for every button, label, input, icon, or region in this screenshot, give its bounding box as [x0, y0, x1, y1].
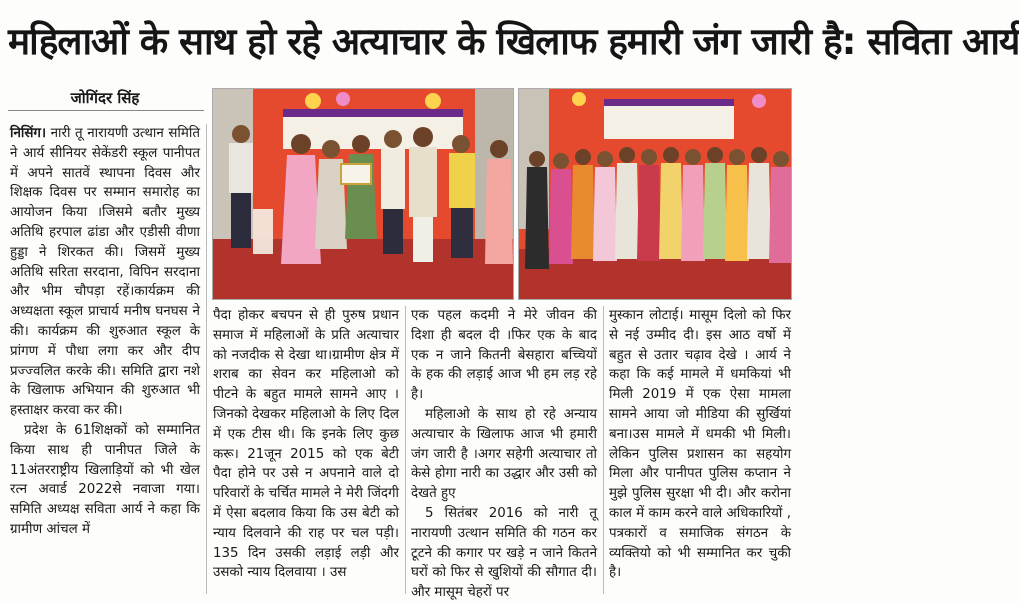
photo-group-image: [519, 89, 791, 299]
paragraph: मुस्कान लोटाई। मासूम दिलो को फिर से नई उम्मीद दी। इस आठ वर्षो में बहुत से उतार चढ़ाव देखे । आर्य ने कहा कि कई मामले में धमकियां भी मिली 2019 में एक ऐसा मामला सामने आया जो मीडिया की सुर्खियां बना।उस मामले में धमकी भी मिली। लेकिन पुलिस प्रशासन का सहयोग मिला और पानीपत पुलिस कप्तान ने मुझे पुलिस सुरक्षा भी दी। और करोना काल में काम करने वाले अधिकारियों , पत्रकारों व समाजिक संगठन के व्यक्तियो को भी सम्मानित कर चुकी है।: [609, 308, 791, 581]
photo-award-presentation: [212, 88, 514, 300]
column-divider: [206, 124, 207, 594]
byline: जोगिंदर सिंह: [70, 89, 140, 107]
article-column-3: [411, 306, 597, 601]
paragraph: प्रदेश के 61शिक्षकों को सम्मानित किया साथ ही पानीपत जिले के 11अंतरराष्ट्रीय खिलाड़ियों को भी खेल रत्न अवार्ड 2022से नवाजा गया। समिति अध्यक्ष सविता आर्य ने कहा कि ग्रामीण आंचल में: [10, 422, 200, 537]
column-divider: [603, 306, 604, 594]
paragraph: 5 सितंबर 2016 को नारी तू नारायणी उत्थान समिति की गठन कर टूटने की कगार पर खड़े न जाने कितने घरों को फिर से खुशियों की सौगात दी। और मासूम चेहरों पर: [411, 505, 597, 601]
article-column-2: [213, 306, 399, 596]
paragraph: एक पहल कदमी ने मेरे जीवन की दिशा ही बदल दी ।फिर एक के बाद एक न जाने कितनी बेसहारा बच्चियों के हक की लड़ाई आज भी हम लड़ रहे है।: [411, 308, 597, 403]
paragraph: पैदा होकर बचपन से ही पुरुष प्रधान समाज में महिलाओं के प्रति अत्याचार को नजदीक से देखा था।ग्रामीण क्षेत्र में शराब का सेवन कर महिलाओ को पीटने के बहुत मामले सामने आए ।जिनको देखकर महिलाओ के लिए दिल में एक टीस थी। कि इनके लिए कुछ करू। 21जून 2015 को एक बेटी पैदा होने पर उसे न अपनाने वाले दो परिवारों के चर्चित मामले ने मेरी जिंदगी में ऐसा बदलाव किया कि उस बेटी को न्याय दिलवाने की राह पर चल पड़ी।135 दिन उसकी लड़ाई लड़ी और उसको न्याय दिलवाया । उस: [213, 308, 399, 581]
photo-award-presentation-image: [213, 89, 513, 299]
paragraph: महिलाओ के साथ हो रहे अन्याय अत्याचार के खिलाफ आज भी हमारी जंग जारी है ।अगर सहेगी अत्याचार तो केसे होगा नारी का उद्धार और उसी को देखते हुए: [411, 406, 597, 502]
dateline: निसिंग।: [10, 126, 47, 141]
column-divider: [405, 306, 406, 594]
paragraph: [10, 124, 200, 421]
article-column-4: [609, 306, 791, 596]
photo-group: [518, 88, 792, 300]
byline-divider: [8, 110, 204, 111]
paragraph-text: नारी तू नारायणी उत्थान समिति ने आर्य सीनियर सेकेंडरी स्कूल पानीपत में अपने सातवें स्थापना दिवस और शिक्षक दिवस पर सम्मान समारोह का आयोजन किया ।जिसमे बतौर मुख्य अतिथि हरपाल ढांडा और एडीसी वीणा हुड्डा ने शिरकत की। जिसमें मुख्य अतिथि सरिता सरदाना, विपिन सरदाना और भीम चौपड़ा रहें।कार्यक्रम की अध्यक्षता स्कूल प्राचार्य मनीष घनघस ने की। कार्यक्रम की शुरुआत स्कूल के प्रांगण में पौधा लगा कर और दीप प्रज्ज्वलित करके की। समिति द्वारा नशे के खिलाफ अभियान की शुरुआत भी हस्ताक्षर करवा कर की।: [10, 126, 200, 419]
article-column-1: [10, 124, 200, 594]
headline: महिलाओं के साथ हो रहे अत्याचार के खिलाफ हमारी जंग जारी है: सविता आर्य: [8, 20, 1019, 63]
